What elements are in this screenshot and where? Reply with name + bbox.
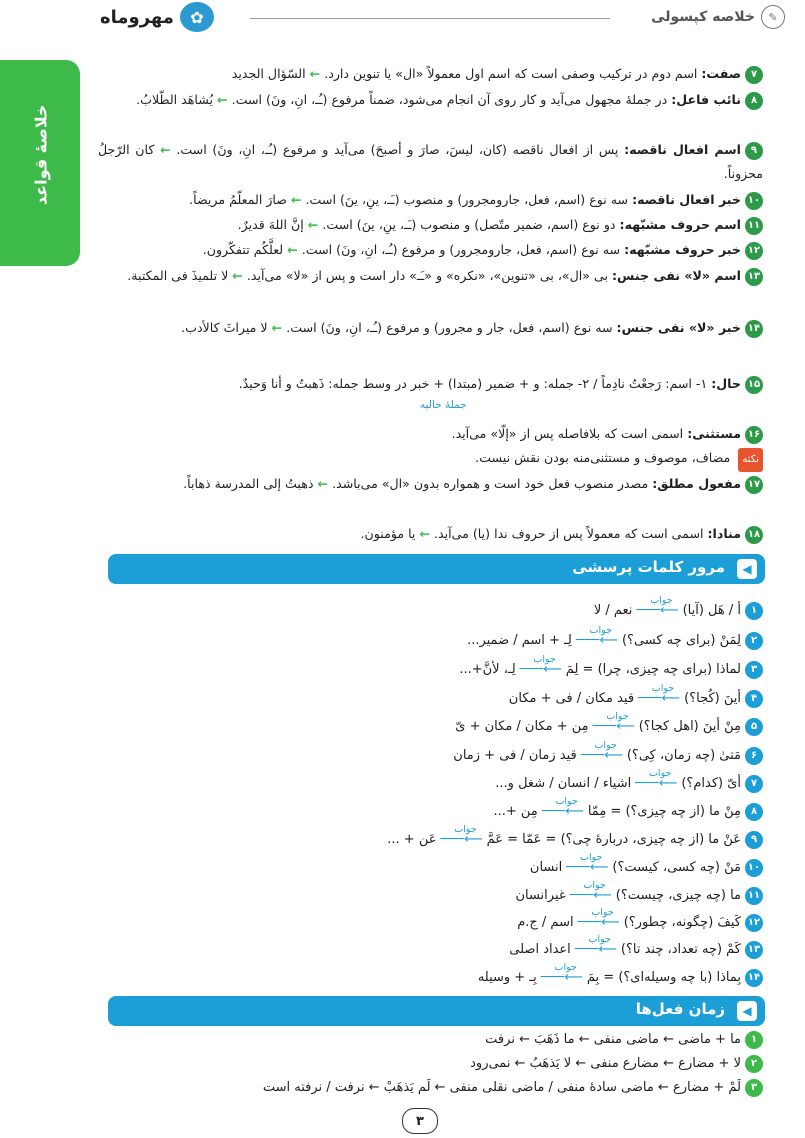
- question-word: مَتیٰ (چه زمان، کِی؟): [626, 748, 741, 763]
- rule-example: ذهبتُ إلی المدرسة ذهاباً.: [183, 476, 314, 491]
- rule-title: مفعول مطلق:: [652, 476, 741, 491]
- rule-text: سه نوع (اسم، فعل، جارومجرور) و مرفوع (ـُـ، انِ، ونَ) است.: [301, 242, 621, 257]
- rule-text: اسمی است که بلافاصله پس از «إلّا» می‌آید.: [451, 426, 684, 441]
- question-answer: انسان: [529, 860, 563, 875]
- brand-name: مهروماه: [100, 6, 174, 28]
- answer-arrow: جواب ⟵───: [566, 857, 608, 879]
- question-number: ۴: [745, 690, 763, 708]
- answer-label: جواب: [554, 962, 577, 973]
- rule-number: ۱۳: [745, 268, 763, 286]
- tense-text: لا + مضارع ← مضارع منفی ← لا یَذهَبُ ← نمی‌رود: [470, 1056, 741, 1071]
- tense-text: ما + ماضی ← ماضی منفی ← ما ذَهَبَ ← نرفت: [485, 1032, 741, 1047]
- rule-title: خبر «لا» نفی جنس:: [616, 320, 741, 335]
- answer-label: جواب: [589, 625, 612, 636]
- question-number: ۶: [745, 747, 763, 765]
- question-item: [108, 852, 763, 879]
- rule-item: [98, 316, 763, 340]
- question-item: [108, 880, 763, 907]
- rule-item: [98, 138, 763, 186]
- arrow-icon: ←: [287, 242, 298, 257]
- answer-label: جواب: [588, 934, 611, 945]
- tense-item: [108, 1053, 763, 1075]
- rule-item: [98, 88, 763, 112]
- tense-item: [108, 1029, 763, 1051]
- arrow-icon: ←: [232, 268, 243, 283]
- section-title: زمان فعل‌ها: [635, 1000, 725, 1018]
- question-item: [108, 768, 763, 795]
- question-number: ۱۳: [745, 941, 763, 959]
- rule-example: صارَ المعلّمُ مریضاً.: [189, 192, 287, 207]
- rule-text: پس از افعال ناقصه (کان، لیسَ، صارَ و أصبحَ) می‌آید و مرفوع (ـُـ، انِ، ونَ) است.: [176, 142, 619, 157]
- rule-number: ۱۴: [745, 320, 763, 338]
- question-answer: قید زمان / فی + زمان: [453, 748, 577, 763]
- rule-number: ۱۷: [745, 476, 763, 494]
- question-answer: مِن +...: [493, 804, 538, 819]
- answer-arrow: جواب ⟵───: [581, 745, 623, 767]
- answer-label: جواب: [583, 880, 606, 891]
- rule-title: منادا:: [707, 526, 741, 541]
- rule-text: مصدر منصوب فعل خود است و همواره بدون «ال» می‌باشد.: [332, 476, 649, 491]
- answer-label: جواب: [648, 768, 672, 779]
- question-word: أ / هَل (آیا): [682, 603, 741, 618]
- rule-text: سه نوع (اسم، فعل، جار و مجرور) و مرفوع (ـُـ، انِ، ونَ) است.: [286, 320, 613, 335]
- question-number: ۱۰: [745, 859, 763, 877]
- rule-number: ۱۰: [745, 192, 763, 210]
- rule-number: ۸: [745, 92, 763, 110]
- arrow-icon: ←: [160, 142, 171, 157]
- rule-item: [98, 188, 763, 212]
- rule-item: [98, 422, 763, 446]
- question-word: أینَ (کُجا؟): [684, 691, 741, 706]
- rule-number: ۱۵: [745, 376, 763, 394]
- answer-label: جواب: [594, 740, 617, 751]
- tense-number: ۲: [745, 1055, 763, 1073]
- rule-number: ۷: [745, 66, 763, 84]
- question-word: عَنْ ما (از چه چیزی، دربارهٔ چی؟) = عَمّا = عَمَّ: [486, 832, 741, 847]
- rule-text: اسمی است که معمولاً پس از حروف ندا (یا) می‌آید.: [434, 526, 704, 541]
- question-word: کَمْ (چه تعداد، چند تا؟): [620, 942, 741, 957]
- rule-example: یُشاهَد الطّلابُ.: [136, 92, 214, 107]
- question-item: [108, 683, 763, 710]
- answer-label: جواب: [580, 852, 603, 863]
- question-number: ۵: [745, 718, 763, 736]
- rule-title: خبر حروف مشبّهه:: [624, 242, 741, 257]
- question-item: [108, 796, 763, 823]
- answer-arrow: جواب ⟵───: [593, 716, 635, 738]
- rule-number: ۱۲: [745, 242, 763, 260]
- rule-text: سه نوع (اسم، فعل، جارومجرور) و منصوب (ـَـ، ینِ، ینَ) است.: [305, 192, 629, 207]
- side-tab: [0, 60, 80, 266]
- rule-number: ۱۶: [745, 426, 763, 444]
- answer-arrow: جواب ⟵───: [638, 688, 680, 710]
- rule-title: اسم افعال ناقصه:: [624, 142, 741, 157]
- capsule-icon: ✎: [761, 5, 785, 29]
- rule-number: ۱۸: [745, 526, 763, 544]
- arrow-icon: ←: [307, 217, 319, 232]
- question-number: ۹: [745, 831, 763, 849]
- question-item: [108, 711, 763, 738]
- question-answer: قید مکان / فی + مکان: [508, 691, 635, 706]
- question-number: ۱: [745, 602, 763, 620]
- question-answer: اعداد اصلی: [509, 942, 571, 957]
- page-number: ۳: [402, 1108, 438, 1134]
- answer-arrow: جواب ⟵───: [575, 939, 617, 961]
- rule-text: بی «ال»، بی «تنوین»، «نکره» و «ـَـ» دار است و پس از «لا» می‌آید.: [246, 268, 608, 283]
- rule-number: ۹: [745, 142, 763, 160]
- answer-label: جواب: [591, 907, 614, 918]
- butterfly-icon: ✿: [180, 2, 214, 32]
- rule-title: اسم «لا» نفی جنس:: [612, 268, 741, 283]
- note-item: [98, 446, 763, 472]
- tense-item: [108, 1077, 763, 1099]
- header-capsule: [651, 6, 785, 28]
- rule-item: [98, 372, 763, 396]
- question-word: مِنْ ما (از چه چیزی؟) = مِمّا: [587, 804, 741, 819]
- question-answer: مِن + مکان / مکان + یّ: [455, 719, 589, 734]
- play-icon: ◀: [737, 1001, 757, 1021]
- answer-label: جواب: [533, 654, 556, 665]
- question-number: ۸: [745, 803, 763, 821]
- rule-item: [98, 238, 763, 262]
- question-answer: عَن + ...: [387, 832, 437, 847]
- rule-title: خبر افعال ناقصه:: [632, 192, 741, 207]
- answer-arrow: جواب ⟵───: [635, 773, 677, 795]
- question-number: ۲: [745, 632, 763, 650]
- answer-label: جواب: [650, 595, 673, 606]
- tense-text: لَمْ + مضارع ← ماضی سادهٔ منفی / ماضی نقلی منفی ← لَم یَذهَبْ ← نرفت / نرفته است: [262, 1080, 741, 1095]
- arrow-icon: ←: [309, 66, 321, 81]
- answer-label: جواب: [606, 711, 629, 722]
- rule-example: یا مؤمنون.: [360, 526, 416, 541]
- rule-item: [98, 264, 763, 288]
- question-item: [108, 824, 763, 851]
- section-tenses-header: [108, 996, 765, 1026]
- question-item: [108, 625, 763, 652]
- answer-arrow: جواب ⟵───: [542, 801, 584, 823]
- rule-title: نائب فاعل:: [671, 92, 741, 107]
- section-questions-header: [108, 554, 765, 584]
- tense-number: ۱: [745, 1031, 763, 1049]
- question-answer: اسم / ج.م: [517, 915, 574, 930]
- header-divider: [250, 18, 610, 19]
- answer-arrow: جواب ⟵───: [520, 659, 562, 681]
- rule-caption: جملهٔ حالیه: [420, 399, 467, 411]
- arrow-icon: ←: [317, 476, 329, 491]
- question-word: ما (چه چیزی، چیست؟): [615, 888, 741, 903]
- section-title: مرور کلمات پرسشی: [572, 558, 725, 576]
- question-number: ۱۴: [745, 969, 763, 987]
- rule-text: ۱- اسم: رَجعْتُ نادِماً / ۲- جمله: و + ضمیر (مبتدا) + خبر در وسط جمله: ذَهبتُ و أنا وَحیدٌ.: [238, 376, 708, 391]
- rule-item: [98, 472, 763, 496]
- question-word: مِنْ أینَ (اهل کجا؟): [638, 719, 741, 734]
- rule-example: لا تلمیذَ فی المکتبة.: [127, 268, 229, 283]
- answer-arrow: جواب ⟵───: [636, 600, 678, 622]
- answer-arrow: جواب ⟵───: [570, 885, 612, 907]
- question-number: ۱۲: [745, 914, 763, 932]
- question-word: لماذا (برای چه چیزی، چرا) = لِمَ: [565, 662, 741, 677]
- question-number: ۳: [745, 661, 763, 679]
- arrow-icon: ←: [290, 192, 302, 207]
- play-icon: ◀: [737, 559, 757, 579]
- brand-logo: [100, 2, 214, 32]
- rule-example: لعلَّکُم تتفکّرون.: [202, 242, 284, 257]
- question-word: بِماذا (با چه وسیله‌ای؟) = بِمَ: [586, 970, 741, 985]
- question-answer: لِـ + اسم / ضمیر...: [467, 633, 572, 648]
- note-text: مضاف، موصوف و مستثنی‌منه بودن نقش نیست.: [475, 450, 731, 465]
- answer-label: جواب: [454, 824, 477, 835]
- question-number: ۱۱: [745, 887, 763, 905]
- question-answer: نعم / لا: [593, 603, 633, 618]
- tense-number: ۳: [745, 1079, 763, 1097]
- answer-arrow: جواب ⟵───: [541, 967, 583, 989]
- question-answer: غیرانسان: [515, 888, 566, 903]
- question-answer: اشیاء / انسان / شغل و...: [495, 776, 632, 791]
- answer-label: جواب: [651, 683, 675, 694]
- question-item: [108, 907, 763, 934]
- question-item: [108, 962, 763, 989]
- answer-arrow: جواب ⟵───: [576, 630, 618, 652]
- rule-example: السّؤال الجدید: [231, 66, 306, 81]
- rule-title: صفت:: [701, 66, 741, 81]
- side-tab-label: خلاصهٔ قواعد: [31, 104, 51, 206]
- rule-item: [98, 213, 763, 237]
- rule-text: دو نوع (اسم، ضمیر متّصل) و منصوب (ـَـ، ینِ، ینَ) است.: [322, 217, 616, 232]
- header-capsule-label: خلاصه کپسولی: [651, 9, 755, 25]
- rule-title: اسم حروف مشبّهه:: [619, 217, 741, 232]
- rule-title: مستثنی:: [687, 426, 741, 441]
- question-word: لِمَنْ (برای چه کسی؟): [621, 633, 741, 648]
- answer-arrow: جواب ⟵───: [440, 829, 482, 851]
- rule-item: [98, 522, 763, 546]
- note-badge: نکته: [738, 448, 763, 472]
- rule-text: در جملهٔ مجهول می‌آید و کار روی آن انجام می‌شود، ضمناً مرفوع (ـُـ، انِ، ونَ) است.: [231, 92, 668, 107]
- rule-item: [98, 62, 763, 86]
- rule-example: إنَّ اللهَ قدیرٌ.: [237, 217, 304, 232]
- question-item: [108, 934, 763, 961]
- question-item: [108, 595, 763, 622]
- question-word: مَنْ (چه کسی، کیست؟): [612, 860, 741, 875]
- answer-label: جواب: [555, 796, 578, 807]
- rule-number: ۱۱: [745, 217, 763, 235]
- rule-example: کان الرّجلُ محزوناً.: [98, 142, 763, 181]
- rule-example: لا میراثَ کالأدب.: [181, 320, 268, 335]
- rule-title: حال:: [711, 376, 741, 391]
- question-word: أیّ (کدام؟): [681, 776, 741, 791]
- arrow-icon: ←: [271, 320, 283, 335]
- answer-arrow: جواب ⟵───: [578, 912, 620, 934]
- arrow-icon: ←: [419, 526, 431, 541]
- arrow-icon: ←: [217, 92, 228, 107]
- question-answer: بِـ + وسیله: [477, 970, 537, 985]
- rule-text: اسم دوم در ترکیب وصفی است که اسم اول معمولاً «ال» یا تنوین دارد.: [324, 66, 698, 81]
- question-word: کَیفَ (چگونه، چطور؟): [623, 915, 741, 930]
- question-number: ۷: [745, 775, 763, 793]
- question-answer: لِـ، لأنَّ+...: [459, 662, 516, 677]
